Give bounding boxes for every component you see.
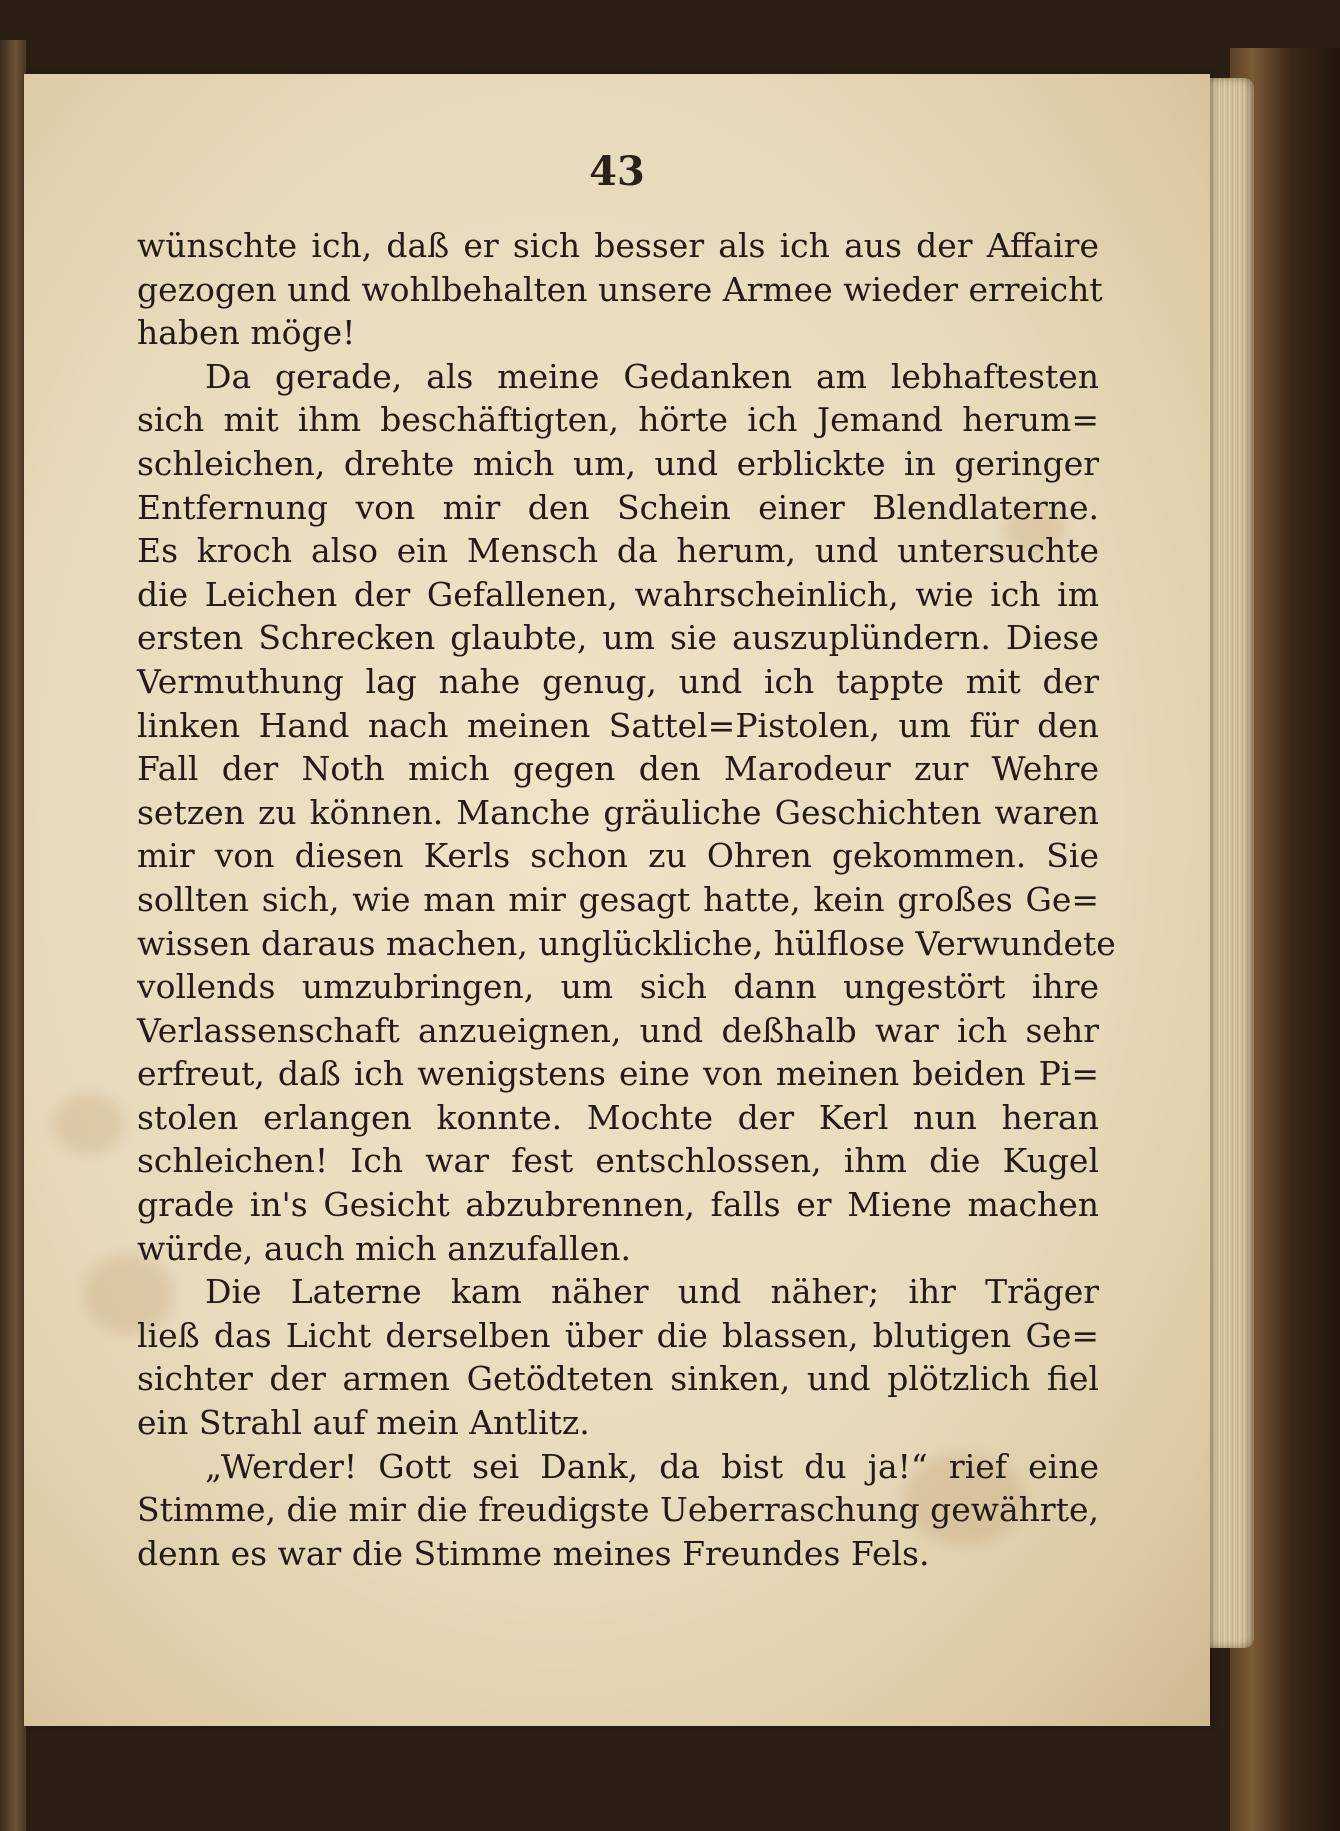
text-line: Da gerade, als meine Gedanken am lebhaftesten — [205, 356, 1099, 396]
text-line: Entfernung von mir den Schein einer Blendlaterne. — [137, 487, 1099, 527]
text-line: erfreut, daß ich wenigstens eine von meinen beiden Pi= — [137, 1054, 1099, 1094]
text-line: Es kroch also ein Mensch da herum, und untersuchte — [137, 531, 1099, 571]
text-line: denn es war die Stimme meines Freundes Fels. — [137, 1533, 930, 1573]
previous-page-edge — [0, 40, 26, 1831]
text-line: die Leichen der Gefallenen, wahrscheinlich, wie ich im — [137, 574, 1099, 614]
text-line: stolen erlangen konnte. Mochte der Kerl nun heran — [137, 1097, 1099, 1137]
text-line: grade in's Gesicht abzubrennen, falls er Miene machen — [137, 1185, 1099, 1225]
text-line: linken Hand nach meinen Sattel=Pistolen, um für den — [137, 705, 1099, 745]
text-line: sichter der armen Getödteten sinken, und plötzlich fiel — [137, 1359, 1099, 1399]
text-line: „Werder! Gott sei Dank, da bist du ja!“ rief eine — [205, 1446, 1099, 1486]
text-line: Vermuthung lag nahe genug, und ich tappte mit der — [137, 661, 1099, 701]
text-line: sollten sich, wie man mir gesagt hatte, kein großes Ge= — [137, 879, 1099, 919]
text-line: wissen daraus machen, unglückliche, hülflose Verwundete — [137, 923, 1116, 963]
text-line: mir von diesen Kerls schon zu Ohren gekommen. Sie — [137, 836, 1099, 876]
text-line: sich mit ihm beschäftigten, hörte ich Jemand herum= — [137, 400, 1099, 440]
text-line: würde, auch mich anzufallen. — [137, 1228, 631, 1268]
text-line: Verlassenschaft anzueignen, und deßhalb war ich sehr — [137, 1010, 1099, 1050]
text-line: gezogen und wohlbehalten unsere Armee wieder erreicht — [137, 269, 1103, 309]
text-line: ersten Schrecken glaubte, um sie auszuplündern. Diese — [137, 618, 1099, 658]
body-text — [137, 224, 1116, 1575]
text-line: Fall der Noth mich gegen den Marodeur zur Wehre — [137, 749, 1099, 789]
text-line: vollends umzubringen, um sich dann ungestört ihre — [137, 967, 1099, 1007]
text-line: wünschte ich, daß er sich besser als ich aus der Affaire — [137, 226, 1099, 265]
text-line: schleichen, drehte mich um, und erblickte in geringer — [137, 443, 1099, 483]
text-line: ein Strahl auf mein Antlitz. — [137, 1403, 590, 1443]
paper-stain — [54, 1094, 124, 1154]
page-number: 43 — [589, 148, 645, 195]
text-line: setzen zu können. Manche gräuliche Geschichten waren — [137, 792, 1099, 832]
text-line: schleichen! Ich war fest entschlossen, ihm die Kugel — [137, 1141, 1099, 1181]
text-line: ließ das Licht derselben über die blassen, blutigen Ge= — [137, 1315, 1099, 1355]
text-line: haben möge! — [137, 313, 356, 353]
text-line: Stimme, die mir die freudigste Ueberraschung gewährte, — [137, 1490, 1099, 1530]
text-line: Die Laterne kam näher und näher; ihr Träger — [205, 1272, 1099, 1312]
book-page — [24, 74, 1210, 1726]
